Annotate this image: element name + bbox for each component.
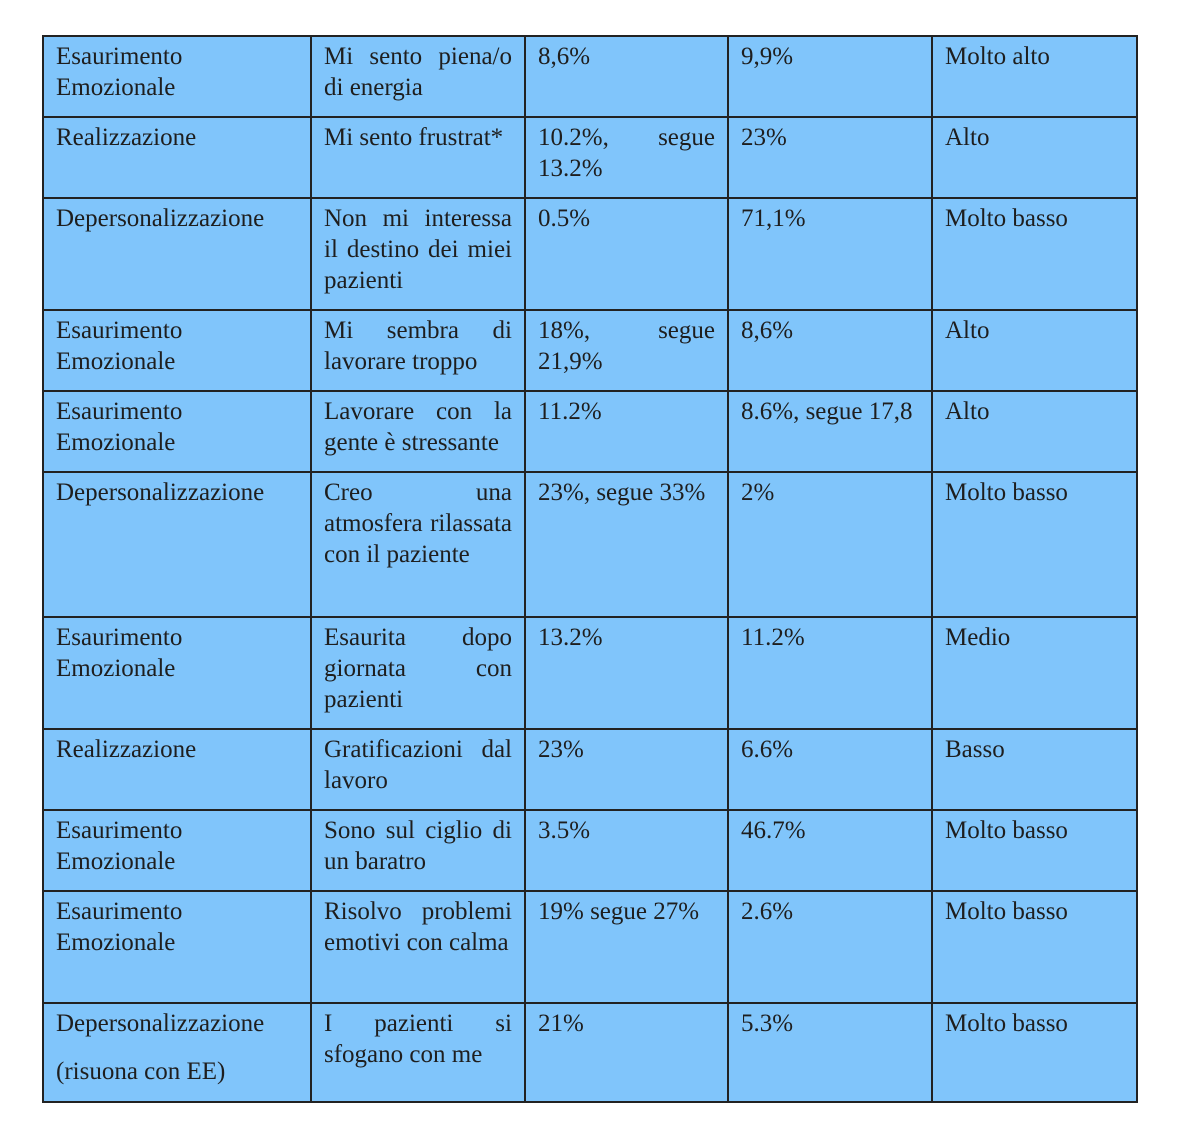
table-row (43, 472, 1137, 617)
category-cell: Esaurimento Emozionale (43, 391, 311, 472)
category-cell: Realizzazione (43, 117, 311, 198)
value1-cell: 8,6% (525, 36, 728, 117)
value1-cell: 18%, segue 21,9% (525, 310, 728, 391)
level-cell: Medio (932, 617, 1137, 729)
item-cell: Lavorare con la gente è stressante (311, 391, 525, 472)
category-cell: Depersonalizzazione (43, 198, 311, 310)
value1-cell: 19% segue 27% (525, 891, 728, 1003)
table-row (43, 1003, 1137, 1102)
level-cell: Molto basso (932, 810, 1137, 891)
table-row (43, 117, 1137, 198)
category-cell: Esaurimento Emozionale (43, 310, 311, 391)
value1-cell: 10.2%, segue 13.2% (525, 117, 728, 198)
value1-cell: 23% (525, 729, 728, 810)
value1-cell: 3.5% (525, 810, 728, 891)
value2-cell: 71,1% (728, 198, 932, 310)
value2-cell: 23% (728, 117, 932, 198)
level-cell: Molto basso (932, 1003, 1137, 1102)
category-cell: Esaurimento Emozionale (43, 36, 311, 117)
table-row (43, 617, 1137, 729)
table-row (43, 391, 1137, 472)
category-note: (risuona con EE) (56, 1058, 226, 1085)
level-cell: Molto alto (932, 36, 1137, 117)
value1-cell: 0.5% (525, 198, 728, 310)
item-cell: Esaurita dopo giornata con pazienti (311, 617, 525, 729)
item-cell: Creo una atmosfera rilassata con il paziente (311, 472, 525, 617)
item-cell: Mi sento frustrat* (311, 117, 525, 198)
table-row (43, 310, 1137, 391)
table-row (43, 810, 1137, 891)
value1-cell: 11.2% (525, 391, 728, 472)
value2-cell: 8,6% (728, 310, 932, 391)
item-cell: Mi sembra di lavorare troppo (311, 310, 525, 391)
level-cell: Molto basso (932, 891, 1137, 1003)
table-row (43, 36, 1137, 117)
level-cell: Alto (932, 391, 1137, 472)
value2-cell: 9,9% (728, 36, 932, 117)
level-cell: Molto basso (932, 198, 1137, 310)
value2-cell: 8.6%, segue 17,8 (728, 391, 932, 472)
category-cell: Esaurimento Emozionale (43, 891, 311, 1003)
value1-cell: 23%, segue 33% (525, 472, 728, 617)
table-row (43, 729, 1137, 810)
value2-cell: 5.3% (728, 1003, 932, 1102)
item-cell: Non mi interessa il destino dei miei pazienti (311, 198, 525, 310)
level-cell: Alto (932, 117, 1137, 198)
item-cell: I pazienti si sfogano con me (311, 1003, 525, 1102)
level-cell: Molto basso (932, 472, 1137, 617)
category-cell: Depersonalizzazione (43, 472, 311, 617)
burnout-table (42, 35, 1138, 1103)
value2-cell: 6.6% (728, 729, 932, 810)
category-label: Depersonalizzazione (56, 1010, 265, 1037)
table-row (43, 891, 1137, 1003)
value2-cell: 2.6% (728, 891, 932, 1003)
value2-cell: 46.7% (728, 810, 932, 891)
level-cell: Alto (932, 310, 1137, 391)
item-cell: Risolvo problemi emotivi con calma (311, 891, 525, 1003)
value2-cell: 11.2% (728, 617, 932, 729)
value2-cell: 2% (728, 472, 932, 617)
table-row (43, 198, 1137, 310)
level-cell: Basso (932, 729, 1137, 810)
item-cell: Mi sento piena/o di energia (311, 36, 525, 117)
category-cell: Esaurimento Emozionale (43, 617, 311, 729)
item-cell: Sono sul ciglio di un baratro (311, 810, 525, 891)
category-cell: Realizzazione (43, 729, 311, 810)
category-cell: Esaurimento Emozionale (43, 810, 311, 891)
category-cell (43, 1003, 311, 1102)
item-cell: Gratificazioni dal lavoro (311, 729, 525, 810)
value1-cell: 13.2% (525, 617, 728, 729)
value1-cell: 21% (525, 1003, 728, 1102)
